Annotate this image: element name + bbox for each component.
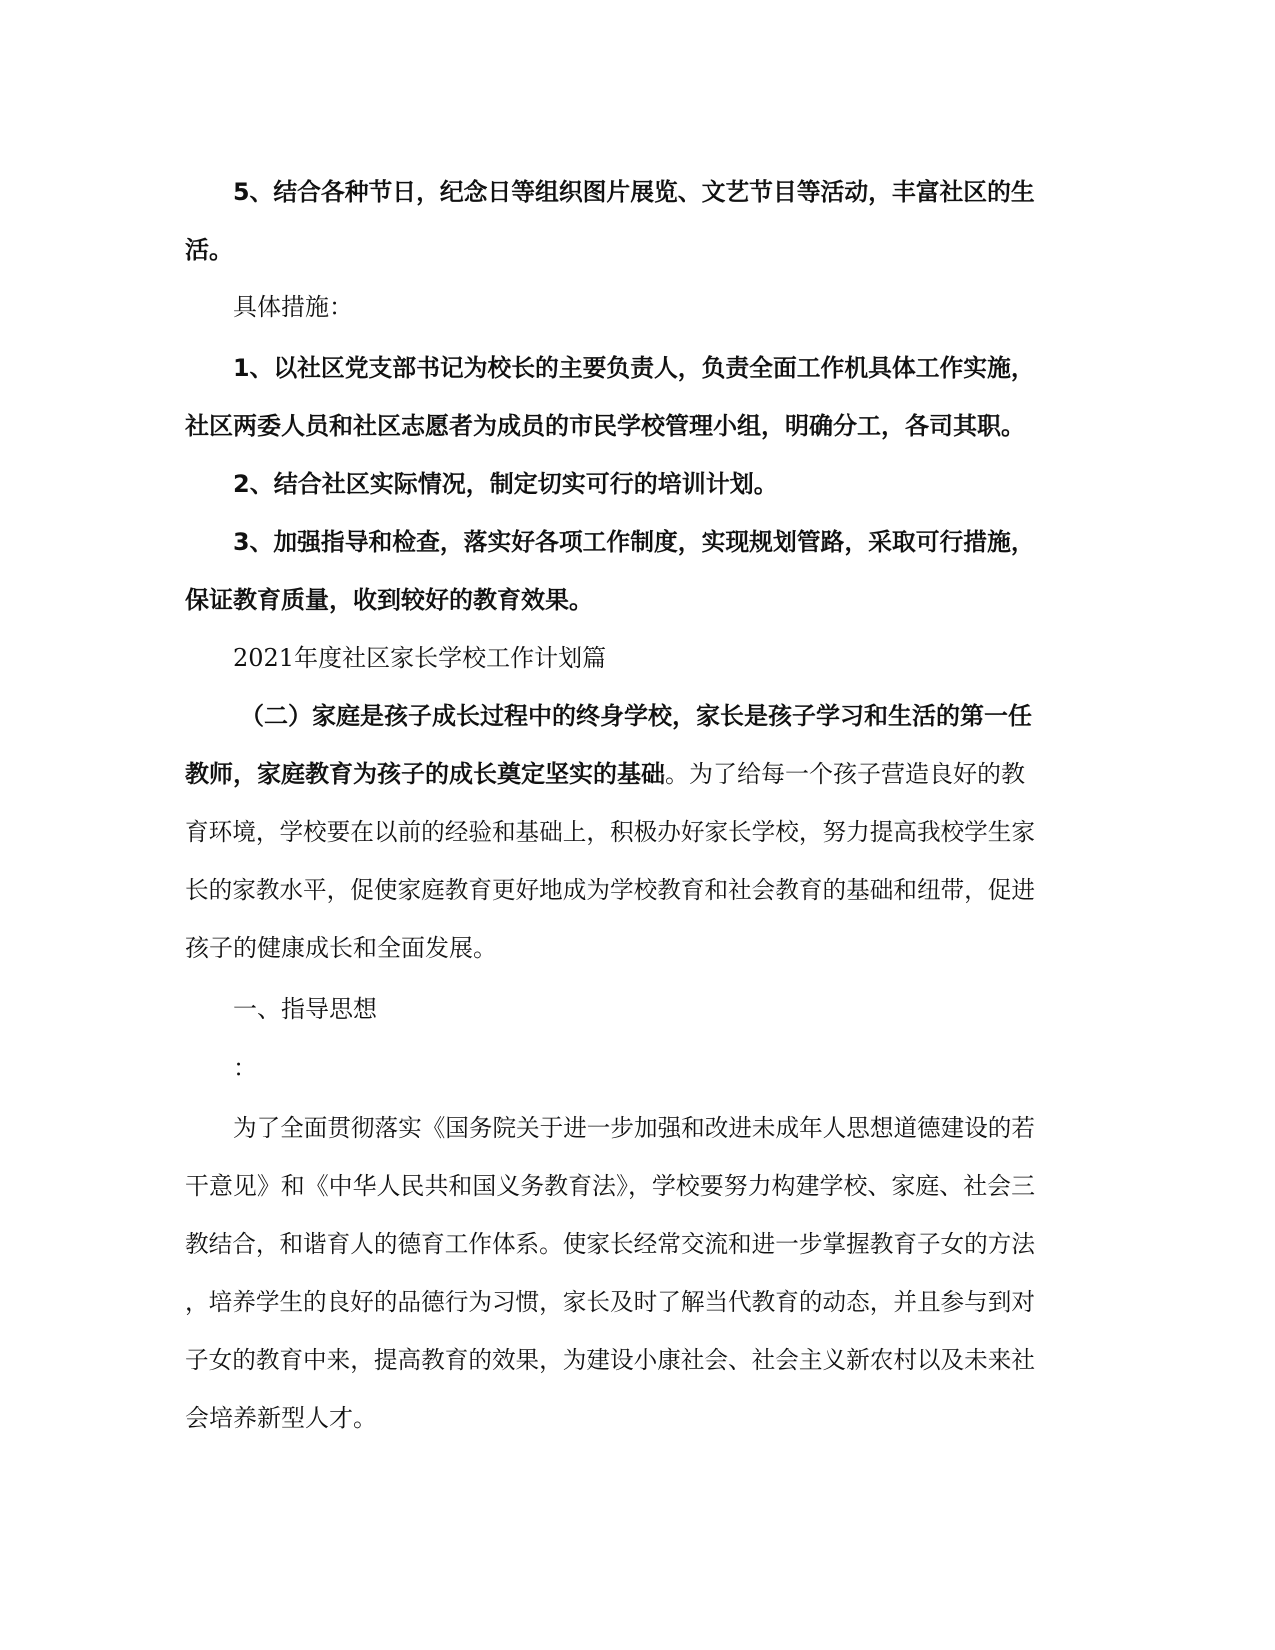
paragraph-item-5-line-1: 5、结合各种节日，纪念日等组织图片展览、文艺节目等活动，丰富社区的生 <box>233 178 1035 206</box>
intro-line-1: （二）家庭是孩子成长过程中的终身学校，家长是孩子学习和生活的第一任 <box>240 702 1032 730</box>
section-heading-measures: 具体措施： <box>233 293 353 321</box>
plan-title: 2021年度社区家长学校工作计划篇 <box>233 644 607 672</box>
measure-1-line-2: 社区两委人员和社区志愿者为成员的市民学校管理小组，明确分工，各司其职。 <box>185 412 1025 440</box>
guiding-line-5: 子女的教育中来，提高教育的效果，为建设小康社会、社会主义新农村以及未来社 <box>185 1346 1036 1374</box>
guiding-line-2: 干意见》和《中华人民共和国义务教育法》，学校要努力构建学校、家庭、社会三 <box>185 1172 1036 1200</box>
guiding-line-4: ，培养学生的良好的品德行为习惯，家长及时了解当代教育的动态，并且参与到对 <box>185 1288 1036 1316</box>
intro-line-2 <box>185 758 1025 790</box>
measure-1-line-1: 1、以社区党支部书记为校长的主要负责人，负责全面工作机具体工作实施， <box>233 354 1035 382</box>
intro-line-3: 育环境，学校要在以前的经验和基础上，积极办好家长学校，努力提高我校学生家 <box>185 818 1036 846</box>
guiding-line-6: 会培养新型人才。 <box>185 1404 377 1432</box>
intro-line-2-regular: 。为了给每一个孩子营造良好的教 <box>665 760 1025 788</box>
intro-line-4: 长的家教水平，促使家庭教育更好地成为学校教育和社会教育的基础和纽带，促进 <box>185 876 1036 904</box>
measure-3-line-1: 3、加强指导和检查，落实好各项工作制度，实现规划管路，采取可行措施， <box>233 528 1035 556</box>
colon-mark: ： <box>233 1054 257 1082</box>
intro-line-5: 孩子的健康成长和全面发展。 <box>185 934 497 962</box>
measure-2: 2、结合社区实际情况，制定切实可行的培训计划。 <box>233 470 778 498</box>
paragraph-item-5-line-2: 活。 <box>185 236 233 264</box>
guiding-line-3: 教结合，和谐育人的德育工作体系。使家长经常交流和进一步掌握教育子女的方法 <box>185 1230 1036 1258</box>
measure-3-line-2: 保证教育质量，收到较好的教育效果。 <box>185 586 593 614</box>
guiding-line-1: 为了全面贯彻落实《国务院关于进一步加强和改进未成年人思想道德建设的若 <box>233 1114 1035 1142</box>
section-heading-guiding-thought: 一、指导思想 <box>233 995 377 1023</box>
intro-line-2-bold: 教师，家庭教育为孩子的成长奠定坚实的基础 <box>185 760 665 788</box>
